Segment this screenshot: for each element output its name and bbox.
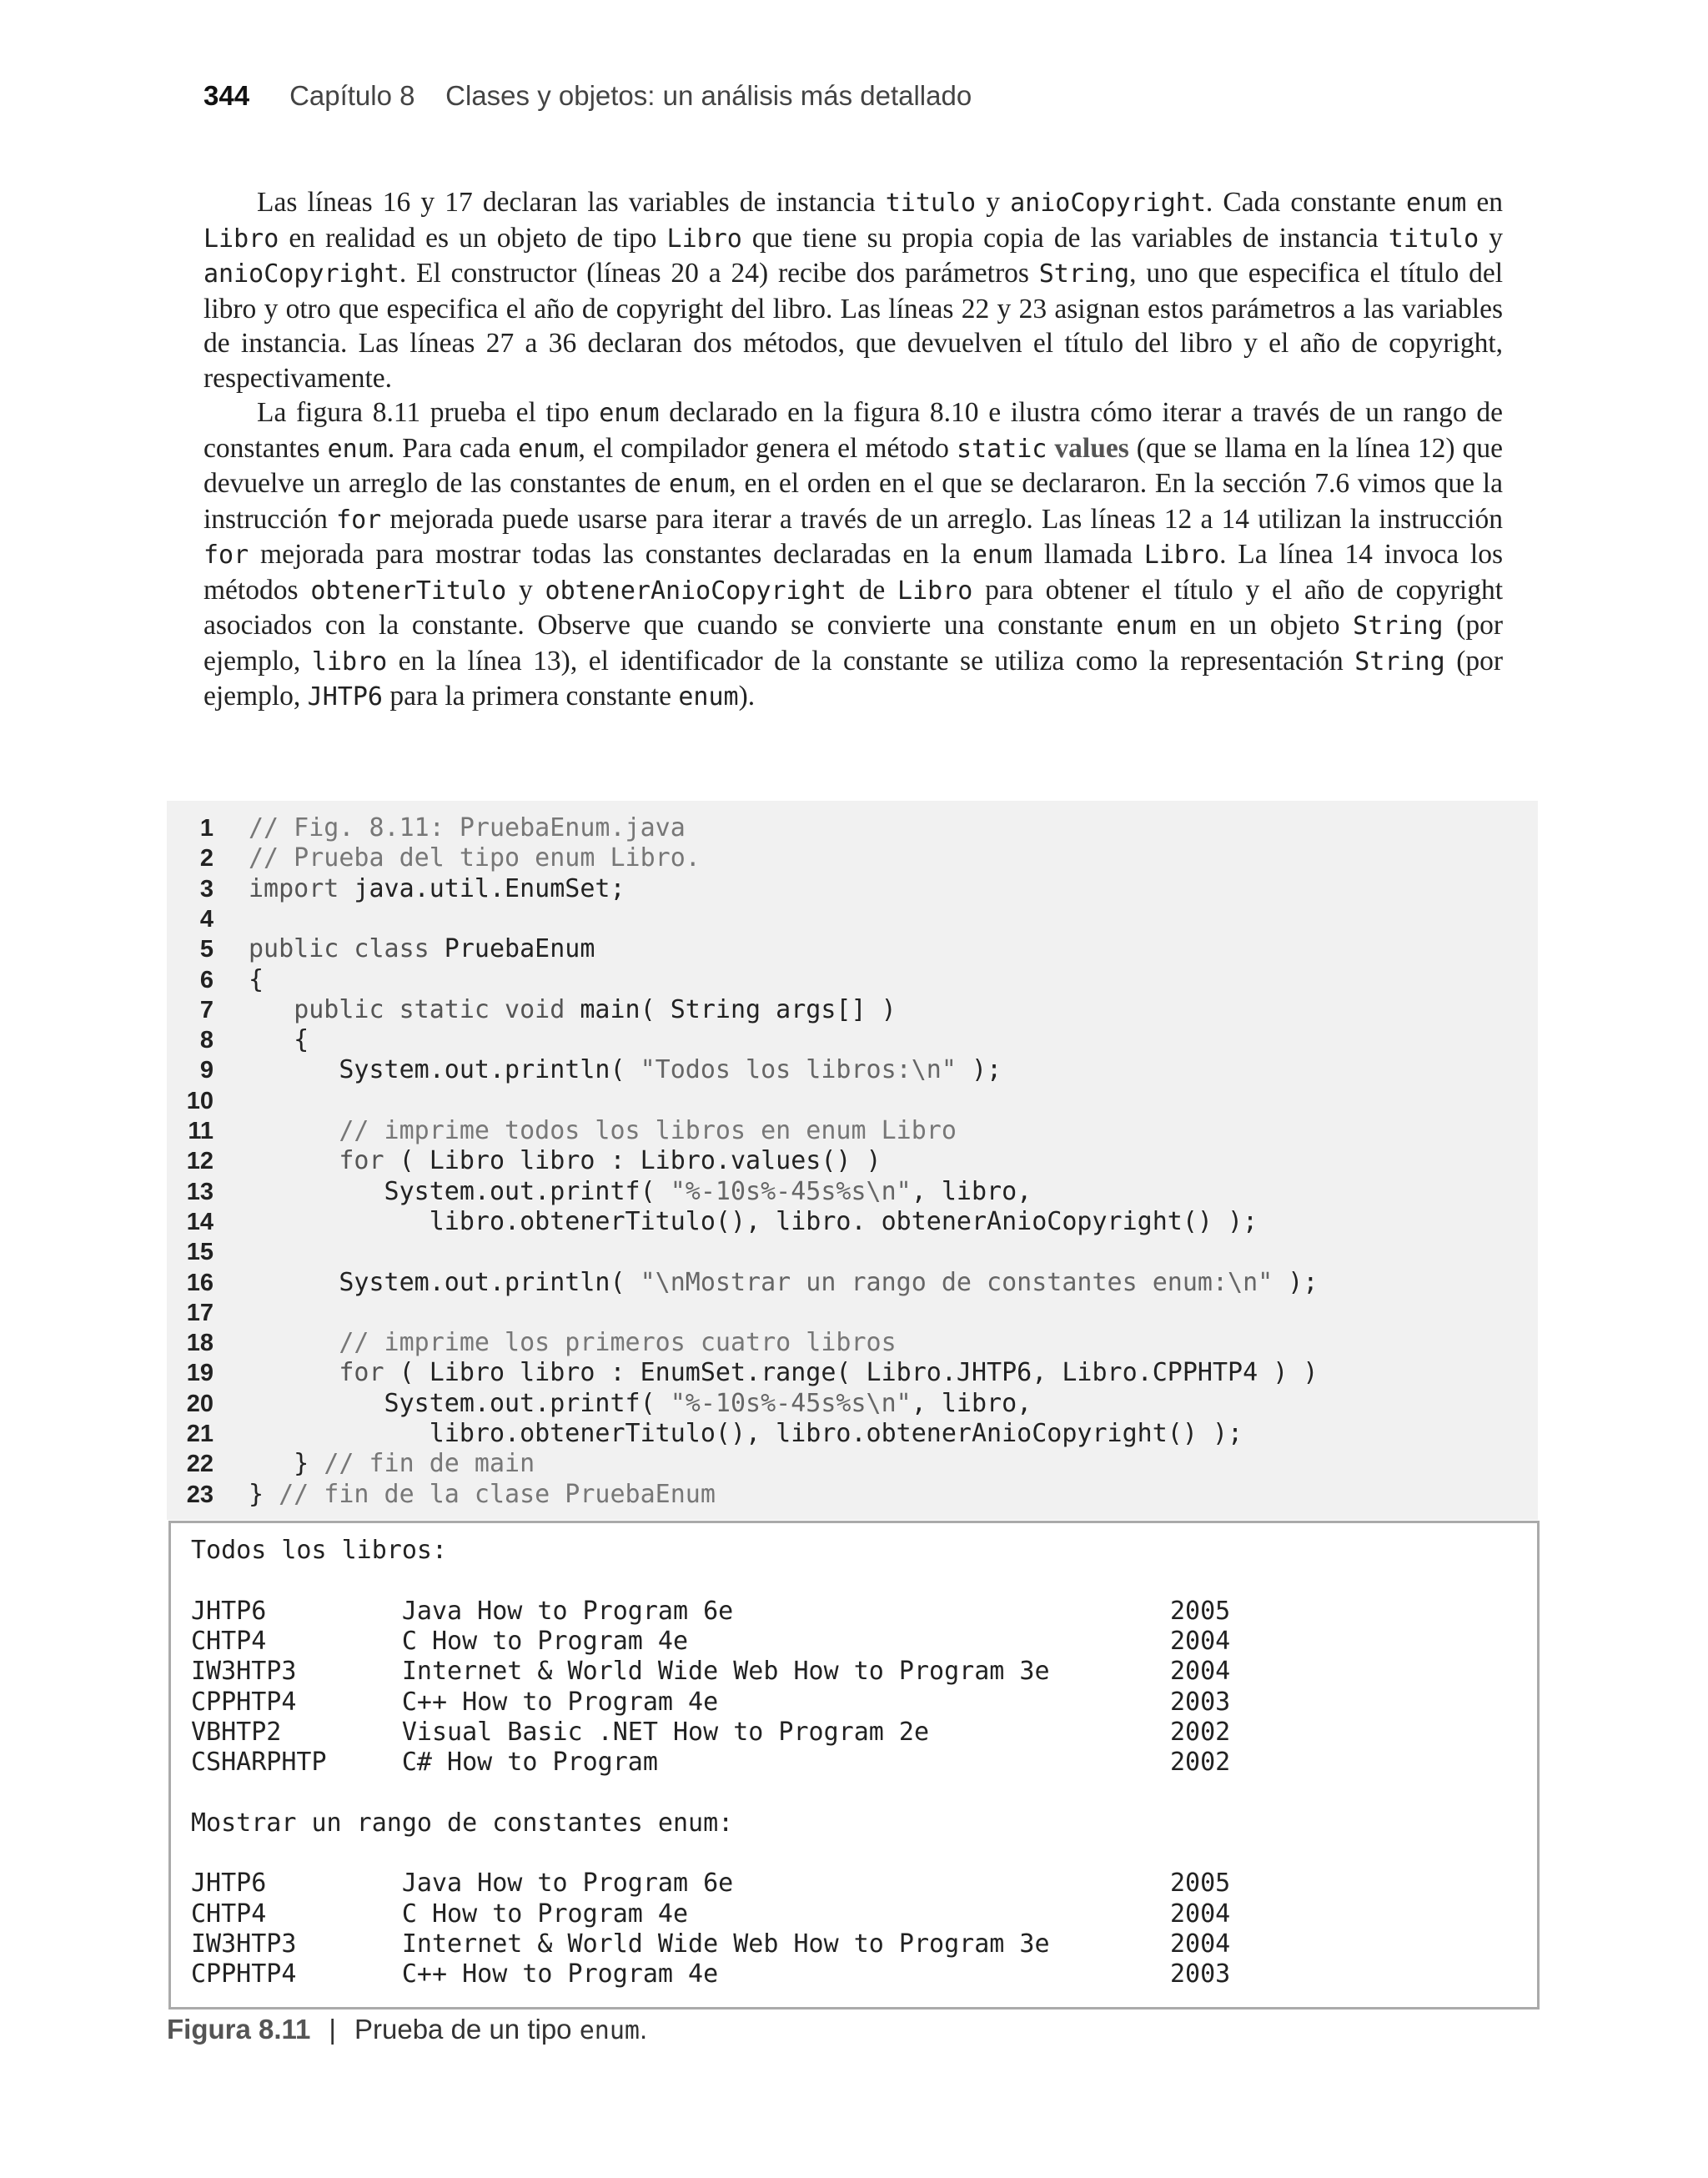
text-run: . Cada constante xyxy=(1205,187,1407,218)
code-token: } xyxy=(249,1449,324,1479)
code-text xyxy=(249,1449,535,1479)
text-run: y xyxy=(1479,222,1504,254)
caption-end: . xyxy=(639,2014,648,2045)
caption-code: enum xyxy=(579,2016,640,2045)
code-text xyxy=(249,1146,882,1176)
code-term: enum xyxy=(518,434,579,464)
code-term: enum xyxy=(327,434,388,464)
code-token: { xyxy=(249,1025,309,1055)
code-token: System.out.println( xyxy=(249,1055,640,1085)
code-text xyxy=(249,1116,957,1146)
code-token: "\nMostrar un rango de constantes enum:\n" xyxy=(640,1267,1273,1297)
code-term: String xyxy=(1354,646,1445,677)
code-token: import xyxy=(249,873,339,903)
code-token: for xyxy=(339,1358,384,1388)
line-number: 11 xyxy=(188,1118,214,1144)
code-term: Libro xyxy=(1143,541,1220,570)
code-text xyxy=(249,1025,309,1055)
output-line: VBHTP2 Visual Basic .NET How to Program 2e 2002 xyxy=(191,1717,1231,1747)
line-number: 7 xyxy=(199,996,214,1024)
line-number: 3 xyxy=(199,875,214,903)
code-text xyxy=(249,874,625,904)
code-term: enum xyxy=(599,399,660,428)
code-term: enum xyxy=(972,541,1033,570)
output-line: CSHARPHTP C# How to Program 2002 xyxy=(191,1748,1231,1778)
text-run: mejorada puede usarse para iterar a través de un arreglo. Las líneas 12 a 14 utilizan la instrucción xyxy=(381,503,1503,535)
code-term: enum xyxy=(678,682,739,712)
text-run: . Para cada xyxy=(387,432,519,464)
code-token: main( String args[] ) xyxy=(565,994,897,1024)
text-run: , el compilador genera el método xyxy=(578,432,957,464)
page-number: 344 xyxy=(203,80,250,111)
line-number: 19 xyxy=(186,1360,214,1387)
code-term: obtenerAnioCopyright xyxy=(545,576,846,606)
code-term: titulo xyxy=(885,189,977,218)
text-run: (por ejemplo, xyxy=(203,645,1504,712)
code-token: public class xyxy=(249,934,430,964)
code-term: Libro xyxy=(203,224,279,254)
code-text xyxy=(249,995,897,1025)
code-text xyxy=(249,1207,1258,1237)
text-run: . La línea 14 invoca los métodos xyxy=(203,539,1503,606)
code-token: ( Libro libro : Libro.values() ) xyxy=(384,1146,882,1176)
code-term: enum xyxy=(669,470,730,499)
text-run: ). xyxy=(738,681,756,712)
running-head: Capítulo 8 Clases y objetos: un análisis más detallado xyxy=(289,80,972,111)
text-run: (que se llama en la línea 12) que devuelve un arreglo de las constantes de xyxy=(203,432,1503,499)
code-token: , libro, xyxy=(911,1176,1032,1206)
figure-caption xyxy=(167,2014,647,2045)
code-token: PruebaEnum xyxy=(429,934,595,964)
line-number: 21 xyxy=(186,1421,214,1447)
line-number: 20 xyxy=(186,1390,214,1417)
code-term: anioCopyright xyxy=(203,259,399,289)
text-run: La figura 8.11 prueba el tipo xyxy=(257,397,600,428)
figure-label: Figura 8.11 xyxy=(167,2014,311,2045)
output-line: JHTP6 Java How to Program 6e 2005 xyxy=(191,1869,1231,1899)
bold-term: values xyxy=(1047,432,1129,464)
text-run: , uno que especifica el título del libro y otro que especifica el año de copyright del libro. Las líneas 22 y 23 asignan estos parámetros a las variables de instancia. Las líneas 27 a 36 declaran dos métodos, que devuelven el título del libro y el año de copyright, respectivamente. xyxy=(203,258,1504,394)
code-term: static xyxy=(956,434,1047,464)
text-run: . El constructor (líneas 20 a 24) recibe dos parámetros xyxy=(399,258,1039,289)
paragraph-1 xyxy=(203,185,1503,395)
code-token: // fin de main xyxy=(324,1449,535,1479)
code-token: "Todos los libros:\n" xyxy=(640,1055,957,1085)
code-term: for xyxy=(203,541,249,570)
output-line: IW3HTP3 Internet & World Wide Web How to Program 3e 2004 xyxy=(191,1929,1231,1959)
code-token xyxy=(249,1116,339,1145)
line-number: 14 xyxy=(186,1208,214,1235)
text-run: Las líneas 16 y 17 declaran las variables de instancia xyxy=(257,187,886,218)
code-token: ( Libro libro : EnumSet.range( Libro.JHTP6, Libro.CPPHTP4 ) ) xyxy=(384,1358,1319,1388)
code-token: , libro, xyxy=(911,1388,1032,1418)
code-text xyxy=(249,1268,1318,1298)
line-number: 6 xyxy=(199,966,214,993)
text-run: llamada xyxy=(1032,539,1144,570)
code-token xyxy=(249,1358,339,1387)
code-term: Libro xyxy=(666,224,742,254)
output-line: CPPHTP4 C++ How to Program 4e 2003 xyxy=(191,1959,1231,1989)
output-line: CHTP4 C How to Program 4e 2004 xyxy=(191,1626,1231,1656)
line-number: 15 xyxy=(186,1239,214,1266)
text-run: y xyxy=(976,187,1011,218)
text-run: (por ejemplo, xyxy=(203,610,1503,677)
code-term: libro xyxy=(311,646,388,677)
text-run: declarado en la figura 8.10 e ilustra cómo iterar a través de un rango de constantes xyxy=(203,397,1503,464)
caption-text: Prueba de un tipo xyxy=(354,2014,580,2045)
code-term: Libro xyxy=(897,576,973,606)
paragraph-2 xyxy=(203,395,1503,715)
code-token: // Fig. 8.11: PruebaEnum.java xyxy=(249,813,686,843)
text-run: mejorada para mostrar todas las constantes declaradas en la xyxy=(249,539,972,570)
code-text xyxy=(249,1055,1002,1085)
line-number: 1 xyxy=(199,815,214,842)
code-term: anioCopyright xyxy=(1010,189,1206,218)
code-term: enum xyxy=(1116,611,1177,641)
text-run: , en el orden en el que se declararon. En la sección 7.6 vimos que la instrucción xyxy=(203,468,1503,535)
code-token: } xyxy=(249,1479,279,1509)
text-run: para obtener el título y el año de copyright asociados con la constante. Observe que cuando se convierte una constante xyxy=(203,574,1504,641)
output-line: Todos los libros: xyxy=(191,1536,448,1565)
code-token: System.out.printf( xyxy=(249,1176,671,1206)
output-line: JHTP6 Java How to Program 6e 2005 xyxy=(191,1596,1231,1626)
code-text xyxy=(249,1328,897,1358)
code-text xyxy=(249,1358,1318,1388)
code-text xyxy=(249,965,264,995)
code-token: public static void xyxy=(294,994,565,1024)
line-number: 18 xyxy=(186,1330,214,1357)
output-line: IW3HTP3 Internet & World Wide Web How to Program 3e 2004 xyxy=(191,1657,1231,1687)
line-number: 13 xyxy=(186,1178,214,1205)
code-token: for xyxy=(339,1146,384,1176)
page-header xyxy=(203,80,972,120)
text-run: en un objeto xyxy=(1176,610,1354,641)
line-number: 17 xyxy=(186,1299,214,1326)
line-number: 22 xyxy=(186,1451,214,1478)
code-text xyxy=(249,813,686,843)
code-term: obtenerTitulo xyxy=(310,576,507,606)
code-term: String xyxy=(1038,259,1130,289)
text-run: y xyxy=(506,574,545,606)
code-text xyxy=(249,843,701,873)
text-run: en realidad es un objeto de tipo xyxy=(279,222,667,254)
line-number: 5 xyxy=(199,936,214,963)
program-output xyxy=(168,1521,1540,2009)
caption-separator: | xyxy=(329,2014,336,2045)
code-token: "%-10s%-45s%s\n" xyxy=(670,1176,912,1206)
code-term: String xyxy=(1353,611,1444,641)
code-token: // imprime los primeros cuatro libros xyxy=(339,1328,897,1358)
code-text xyxy=(249,1177,1032,1207)
code-term: titulo xyxy=(1388,224,1479,254)
code-token: ); xyxy=(1273,1267,1319,1297)
code-token: libro.obtenerTitulo(), libro. obtenerAnioCopyright() ); xyxy=(249,1206,1258,1236)
code-term: for xyxy=(336,505,382,535)
code-text xyxy=(249,1419,1243,1449)
code-token: "%-10s%-45s%s\n" xyxy=(670,1388,912,1418)
text-run: en la línea 13), el identificador de la constante se utiliza como la representación xyxy=(387,645,1355,677)
text-run: para la primera constante xyxy=(382,681,679,712)
line-number: 10 xyxy=(186,1087,214,1114)
line-number: 12 xyxy=(186,1148,214,1175)
text-run: en xyxy=(1466,187,1504,218)
code-token: libro.obtenerTitulo(), libro.obtenerAnioCopyright() ); xyxy=(249,1419,1243,1448)
line-number: 16 xyxy=(186,1269,214,1296)
output-line: CPPHTP4 C++ How to Program 4e 2003 xyxy=(191,1687,1231,1717)
code-text xyxy=(249,934,595,964)
code-term: JHTP6 xyxy=(307,682,383,712)
code-token: java.util.EnumSet; xyxy=(339,873,625,903)
code-token: // imprime todos los libros en enum Libro xyxy=(339,1116,957,1145)
body-text xyxy=(203,185,1503,715)
code-token: // Prueba del tipo enum Libro. xyxy=(249,843,701,873)
line-number: 23 xyxy=(186,1481,214,1508)
line-number: 4 xyxy=(199,905,214,933)
code-text xyxy=(249,1389,1032,1419)
code-text xyxy=(249,1480,716,1510)
code-token xyxy=(249,1146,339,1175)
code-token xyxy=(249,995,294,1024)
code-token xyxy=(249,1328,339,1357)
line-number: 9 xyxy=(199,1057,214,1084)
code-token: System.out.println( xyxy=(249,1267,640,1297)
output-line: Mostrar un rango de constantes enum: xyxy=(191,1808,734,1838)
code-token: // fin de la clase PruebaEnum xyxy=(279,1479,716,1509)
code-token: { xyxy=(249,964,264,994)
code-token: System.out.printf( xyxy=(249,1388,671,1418)
text-run: de xyxy=(846,574,898,606)
line-number: 8 xyxy=(199,1027,214,1054)
output-line: CHTP4 C How to Program 4e 2004 xyxy=(191,1899,1231,1929)
code-listing xyxy=(167,801,1538,1520)
code-term: enum xyxy=(1406,189,1467,218)
text-run: que tiene su propia copia de las variables de instancia xyxy=(741,222,1389,254)
line-number: 2 xyxy=(199,845,214,873)
code-token: ); xyxy=(956,1055,1002,1085)
